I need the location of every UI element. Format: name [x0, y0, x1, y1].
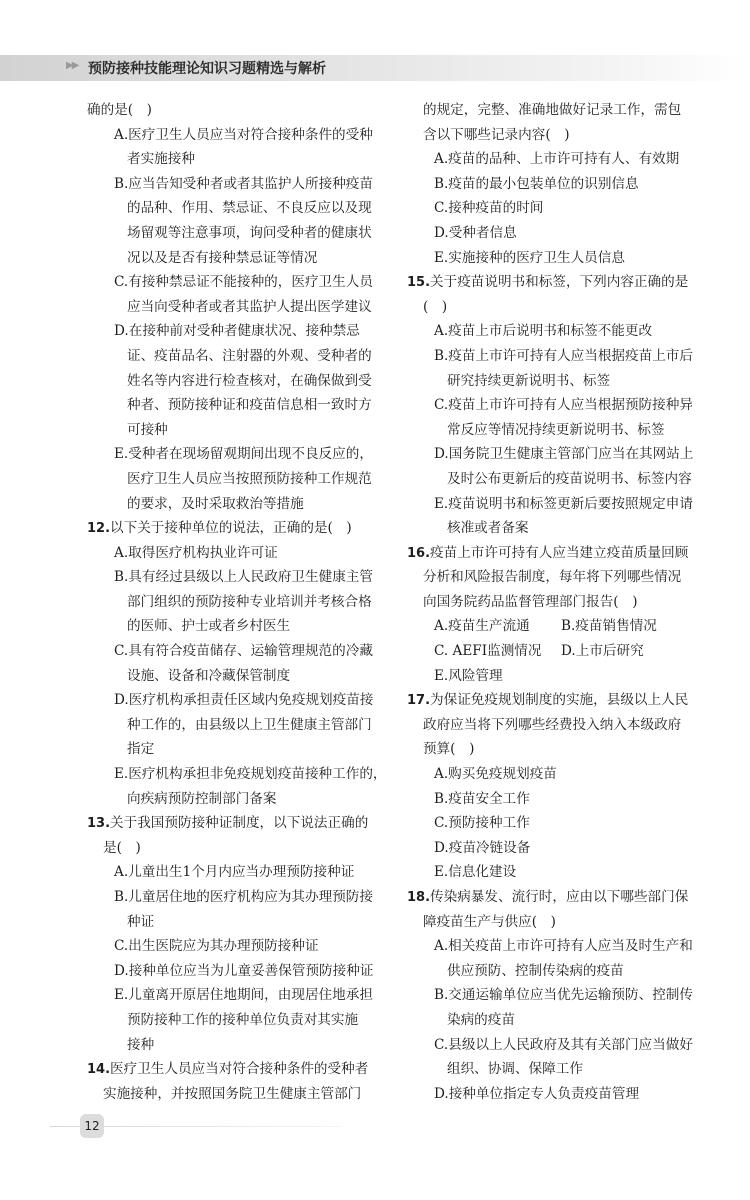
left-column	[87, 98, 387, 1106]
option-text: B.疫苗销售情况	[561, 618, 657, 635]
text-line: 预算( )	[423, 741, 475, 758]
text-line: 应当向受种者或者其监护人提出医学建议	[127, 298, 372, 315]
option-line: A.儿童出生1个月内应当办理预防接种证	[114, 864, 355, 881]
text-line: 者实施接种	[127, 151, 195, 168]
text-line: 场留观等注意事项，询问受种者的健康状	[127, 224, 372, 241]
option-line: C.接种疫苗的时间	[434, 200, 544, 217]
text-line: 种者、预防接种证和疫苗信息相一致时方	[127, 397, 372, 414]
text-line: 的医师、护士或者乡村医生	[127, 618, 291, 635]
question-line	[407, 270, 697, 295]
question-number: 18.	[407, 890, 431, 905]
text-line: ( )	[423, 298, 448, 315]
text-line: 的规定，完整、准确地做好记录工作，需包	[423, 102, 682, 118]
text-line: 设施、设备和冷藏保管制度	[127, 667, 291, 684]
option-line: B.交通运输单位应当优先运输预防、控制传	[434, 987, 693, 1004]
text-line: 的要求，及时采取救治等措施	[127, 495, 304, 512]
question-text: 为保证免疫规划制度的实施，县级以上人民	[430, 692, 689, 709]
question-number: 15.	[407, 275, 431, 291]
question-text: 疫苗上市许可持有人应当建立疫苗质量回顾	[430, 544, 689, 561]
option-line: E.疫苗说明书和标签更新后要按照规定申请	[434, 495, 693, 512]
option-line: D.在接种前对受种者健康状况、接种禁忌	[114, 323, 360, 340]
text-line: 及时公布更新后的疫苗说明书、标签内容	[447, 470, 692, 487]
question-number: 14.	[87, 1062, 111, 1078]
text-line: 向疾病预防控制部门备案	[127, 790, 277, 807]
text-line: 接种	[127, 1036, 155, 1053]
option-line: A.疫苗上市后说明书和标签不能更改	[434, 323, 653, 340]
text-line: 医疗卫生人员应当按照预防接种工作规范	[127, 470, 372, 487]
option-text: D.上市后研究	[561, 643, 644, 660]
question-line	[407, 885, 697, 910]
question-text: 传染病暴发、流行时，应由以下哪些部门保	[430, 889, 689, 905]
question-line	[407, 688, 697, 713]
question-text: 医疗卫生人员应当对符合接种条件的受种者	[110, 1061, 369, 1078]
option-line: C.预防接种工作	[434, 815, 530, 832]
option-line: D.接种单位指定专人负责疫苗管理	[434, 1085, 640, 1102]
option-line: C.疫苗上市许可持有人应当根据预防接种异	[434, 397, 693, 414]
text-line: 向国务院药品监督管理部门报告( )	[423, 593, 638, 610]
text-line: 分析和风险报告制度，每年将下列哪些情况	[423, 569, 682, 586]
option-line: B.疫苗的最小包装单位的识别信息	[434, 175, 639, 192]
question-text: 以下关于接种单位的说法，正确的是( )	[110, 520, 352, 537]
text-line: 常反应等情况持续更新说明书、标签	[447, 421, 665, 438]
option-line: E.实施接种的医疗卫生人员信息	[434, 249, 625, 266]
option-line: C.出生医院应为其办理预防接种证	[114, 938, 319, 955]
option-line: C.县级以上人民政府及其有关部门应当做好	[434, 1036, 693, 1053]
question-number: 12.	[87, 521, 111, 537]
text-line: 姓名等内容进行检查核对，在确保做到受	[127, 372, 372, 389]
question-number: 17.	[407, 693, 431, 709]
text-line: 种工作的，由县级以上卫生健康主管部门	[127, 716, 372, 733]
option-line: C.具有符合疫苗储存、运输管理规范的冷藏	[114, 643, 373, 660]
option-line: D.受种者信息	[434, 224, 517, 241]
option-line: C.有接种禁忌证不能接种的，医疗卫生人员	[114, 274, 373, 291]
text-line: 的品种、作用、禁忌证、不良反应以及现	[127, 200, 372, 217]
right-column	[407, 98, 697, 1106]
option-line: E.风险管理	[434, 667, 503, 684]
text-line: 况以及是否有接种禁忌证等情况	[127, 249, 318, 266]
text-line: 种证	[127, 913, 155, 930]
question-number: 16.	[407, 545, 431, 561]
option-line: A.购买免疫规划疫苗	[434, 766, 557, 783]
text-line: 实施接种，并按照国务院卫生健康主管部门	[103, 1085, 362, 1102]
option-line: D.接种单位应当为儿童妥善保管预防接种证	[114, 962, 374, 979]
question-line	[87, 1057, 387, 1082]
text-line: 部门组织的预防接种专业培训并考核合格	[127, 593, 372, 610]
running-header	[0, 55, 750, 81]
text-line: 研究持续更新说明书、标签	[447, 372, 611, 389]
option-line: B.疫苗上市许可持有人应当根据疫苗上市后	[434, 347, 693, 364]
text-line: 确的是( )	[87, 102, 152, 118]
text-line: 含以下哪些记录内容( )	[423, 126, 570, 143]
option-line: E.儿童离开原居住地期间，由现居住地承担	[114, 987, 373, 1004]
option-line: D.医疗机构承担责任区域内免疫规划疫苗接	[114, 692, 374, 709]
text-line: 可接种	[127, 421, 168, 438]
option-line: D.疫苗冷链设备	[434, 839, 531, 856]
option-line: B.儿童居住地的医疗机构应为其办理预防接	[114, 889, 373, 905]
option-line: A.相关疫苗上市许可持有人应当及时生产和	[434, 938, 693, 955]
option-line: D.国务院卫生健康主管部门应当在其网站上	[434, 446, 694, 463]
option-line: E.医疗机构承担非免疫规划疫苗接种工作的，	[114, 766, 387, 783]
question-line	[87, 811, 387, 836]
option-line: B.应当告知受种者或者其监护人所接种疫苗	[114, 175, 373, 192]
double-arrow-icon: ▶▶	[66, 60, 78, 71]
text-line: 组织、协调、保障工作	[447, 1061, 583, 1078]
question-line	[87, 516, 387, 541]
text-line: 预防接种工作的接种单位负责对其实施	[127, 1011, 359, 1028]
text-line: 政府应当将下列哪些经费投入纳入本级政府	[423, 716, 682, 733]
text-line: 供应预防、控制传染病的疫苗	[447, 962, 624, 979]
text-line: 染病的疫苗	[447, 1011, 515, 1028]
option-line: A.取得医疗机构执业许可证	[114, 544, 278, 561]
question-line	[407, 541, 697, 566]
text-line: 是( )	[103, 839, 141, 856]
question-text: 关于我国预防接种证制度，以下说法正确的	[110, 815, 369, 832]
option-line: A.医疗卫生人员应当对符合接种条件的受种	[114, 126, 373, 143]
text-line: 核准或者备案	[447, 520, 529, 537]
option-pair-line	[407, 614, 697, 639]
book-title: 预防接种技能理论知识习题精选与解析	[88, 61, 326, 77]
option-line: E.受种者在现场留观期间出现不良反应的，	[114, 446, 373, 463]
question-number: 13.	[87, 816, 111, 832]
option-pair-line	[407, 639, 697, 664]
text-line: 障疫苗生产与供应( )	[423, 913, 556, 930]
page-number: 12	[80, 1114, 104, 1138]
text-line: 证、疫苗品名、注射器的外观、受种者的	[127, 347, 372, 364]
option-text: A.疫苗生产流通	[434, 618, 530, 635]
option-line: E.信息化建设	[434, 864, 517, 881]
question-text: 关于疫苗说明书和标签，下列内容正确的是	[430, 274, 689, 291]
option-line: B.具有经过县级以上人民政府卫生健康主管	[114, 569, 373, 586]
option-text: C. AEFI监测情况	[434, 643, 542, 660]
text-line: 指定	[127, 741, 155, 758]
option-line: B.疫苗安全工作	[434, 790, 530, 807]
option-line: A.疫苗的品种、上市许可持有人、有效期	[434, 151, 680, 168]
